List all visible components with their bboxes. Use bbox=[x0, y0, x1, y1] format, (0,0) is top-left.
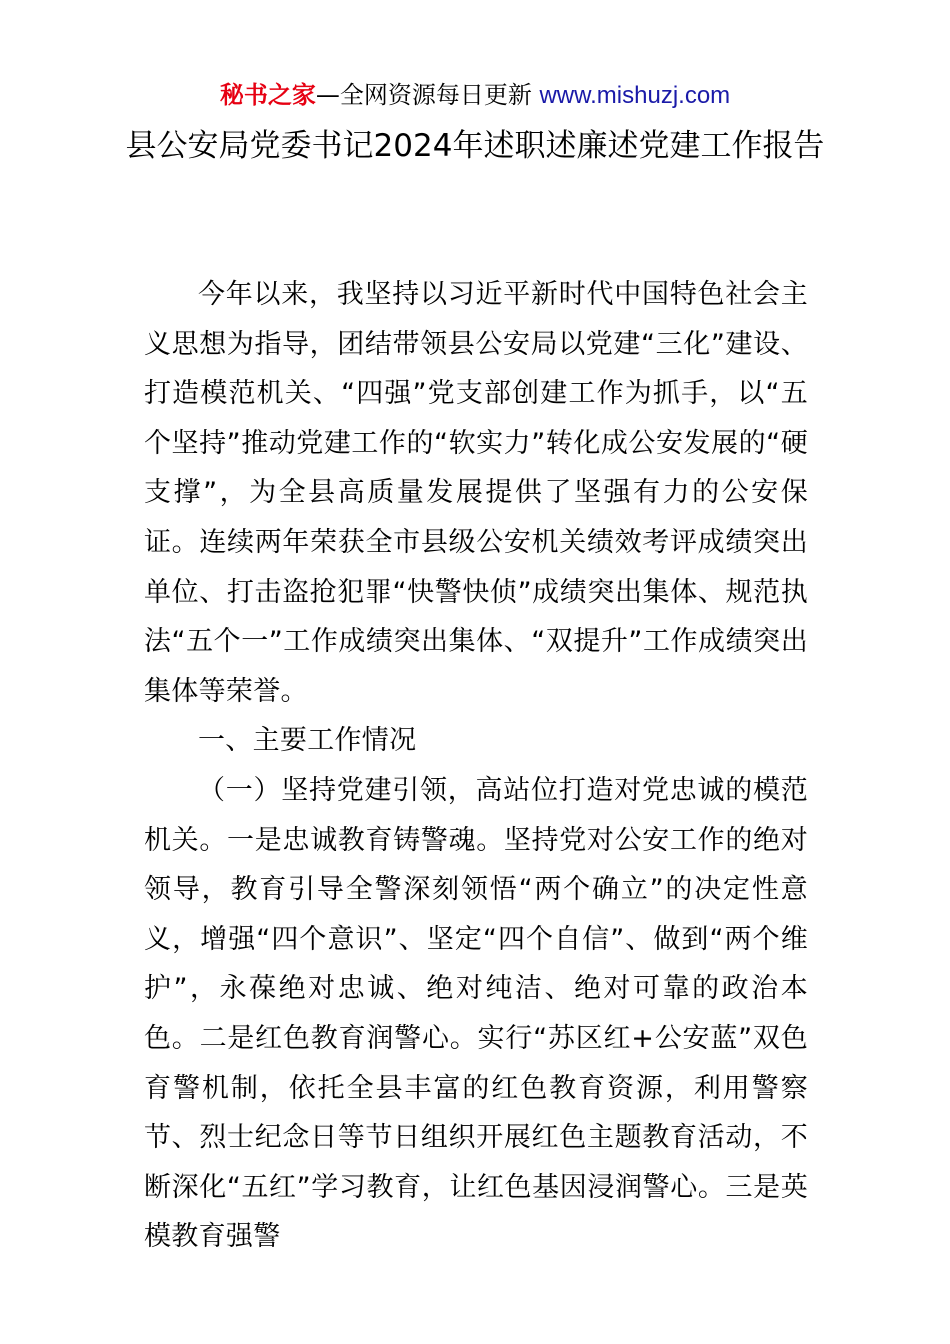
site-url[interactable]: www.mishuzj.com bbox=[539, 82, 731, 109]
header-tagline: —全网资源每日更新 bbox=[315, 81, 540, 109]
document-body bbox=[144, 270, 808, 1262]
brand-name: 秘书之家 bbox=[219, 81, 316, 109]
paragraph-section-1: （一）坚持党建引领，高站位打造对党忠诚的模范机关。一是忠诚教育铸警魂。坚持党对公安工作的绝对领导，教育引导全警深刻领悟“两个确立”的决定性意义，增强“四个意识”、坚定“四个自信”、做到“两个维护”，永葆绝对忠诚、绝对纯洁、绝对可靠的政治本色。二是红色教育润警心。实行“苏区红+公安蓝”双色育警机制，依托全县丰富的红色教育资源，利用警察节、烈士纪念日等节日组织开展红色主题教育活动，不断深化“五红”学习教育，让红色基因浸润警心。三是英模教育强警 bbox=[144, 774, 808, 1253]
section-heading: 一、主要工作情况 bbox=[198, 725, 417, 757]
paragraph-intro: 今年以来，我坚持以习近平新时代中国特色社会主义思想为指导，团结带领县公安局以党建“三化”建设、打造模范机关、“四强”党支部创建工作为抓手，以“五个坚持”推动党建工作的“软实力”转化成公安发展的“硬支撑”，为全县高质量发展提供了坚强有力的公安保证。连续两年荣获全市县级公安机关绩效考评成绩突出单位、打击盗抢犯罪“快警快侦”成绩突出集体、规范执法“五个一”工作成绩突出集体、“双提升”工作成绩突出集体等荣誉。 bbox=[144, 279, 808, 707]
document-title: 县公安局党委书记2024年述职述廉述党建工作报告 bbox=[125, 128, 825, 164]
site-header bbox=[0, 78, 950, 113]
